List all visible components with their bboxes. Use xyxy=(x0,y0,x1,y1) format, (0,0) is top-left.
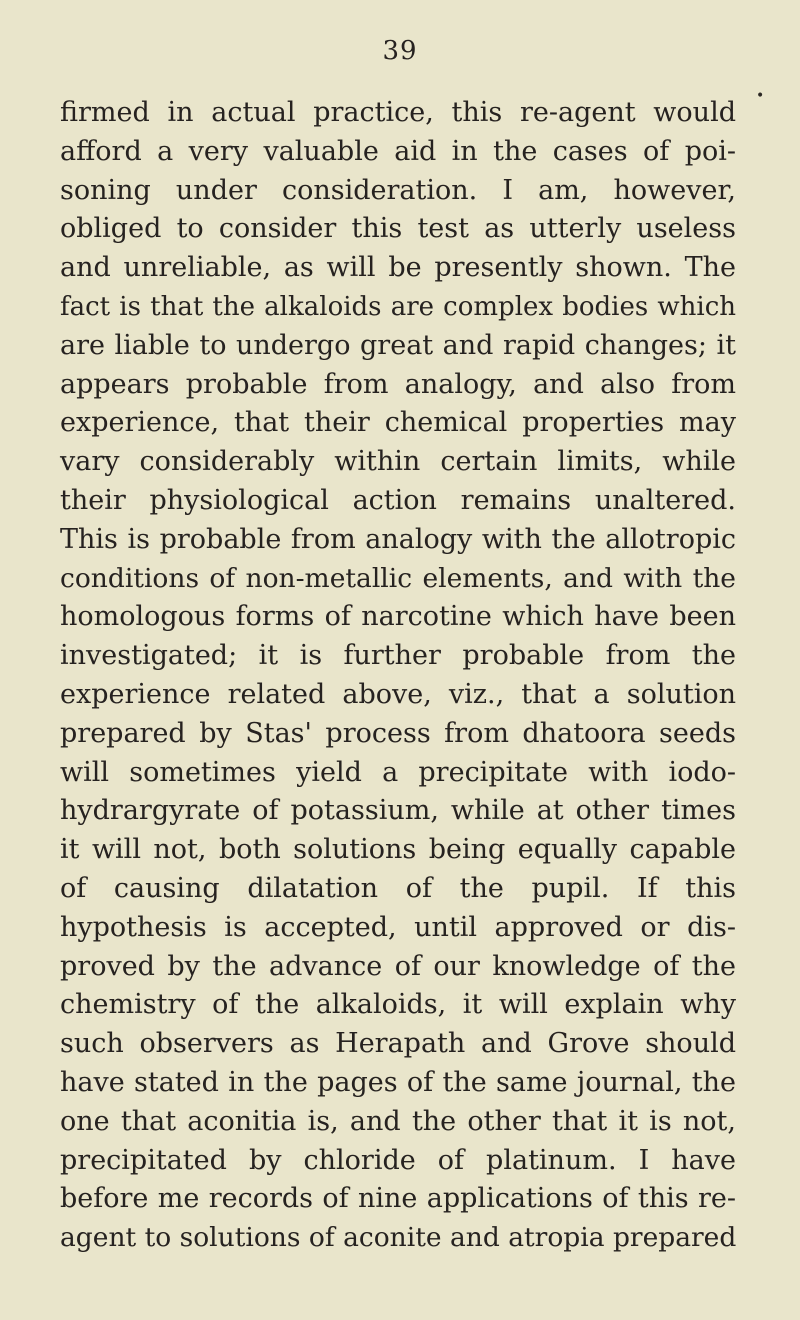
text-line: investigated; it is further probable from the xyxy=(60,640,736,672)
text-line: experience, that their chemical properties may xyxy=(60,407,736,439)
text-line: firmed in actual practice, this re-agent would xyxy=(60,97,736,128)
text-line: of causing dilatation of the pupil. If this xyxy=(60,872,736,904)
page-number: 39 xyxy=(382,36,418,66)
body-text xyxy=(60,94,736,1258)
text-line: experience related above, viz., that a solution xyxy=(60,678,736,710)
text-line: chemistry of the alkaloids, it will explain why xyxy=(60,989,736,1021)
text-line: soning under consideration. I am, however, xyxy=(60,174,736,206)
text-line: proved by the advance of our knowledge of the xyxy=(60,950,736,982)
text-line: precipitated by chloride of platinum. I have xyxy=(60,1144,736,1176)
text-line: it will not, both solutions being equally capable xyxy=(60,834,736,866)
text-line: homologous forms of narcotine which have been xyxy=(60,601,736,633)
text-line: have stated in the pages of the same journal, the xyxy=(60,1066,736,1098)
text-line: agent to solutions of aconite and atropia prepared xyxy=(60,1222,737,1254)
text-line: afford a very valuable aid in the cases of poi- xyxy=(60,135,736,167)
text-line: fact is that the alkaloids are complex bodies which xyxy=(60,291,736,322)
text-line: before me records of nine applications of this re- xyxy=(60,1183,736,1215)
margin-bullet: • xyxy=(756,88,765,104)
text-line: and unreliable, as will be presently shown. The xyxy=(60,252,736,284)
text-line: appears probable from analogy, and also from xyxy=(60,368,736,400)
text-line: prepared by Stas' process from dhatoora seeds xyxy=(60,717,736,749)
text-line: one that aconitia is, and the other that it is not, xyxy=(60,1105,736,1137)
text-line: their physiological action remains unaltered. xyxy=(60,484,736,516)
text-line: are liable to undergo great and rapid changes; it xyxy=(60,329,736,361)
text-line: This is probable from analogy with the allotropic xyxy=(60,523,736,555)
text-line: hydrargyrate of potassium, while at other times xyxy=(60,795,736,827)
text-line: such observers as Herapath and Grove should xyxy=(60,1028,736,1060)
text-line: hypothesis is accepted, until approved or dis- xyxy=(60,911,736,943)
text-line: will sometimes yield a precipitate with iodo- xyxy=(60,756,736,788)
text-line: vary considerably within certain limits, while xyxy=(60,446,736,478)
text-line: conditions of non-metallic elements, and with the xyxy=(60,562,736,594)
text-line: obliged to consider this test as utterly useless xyxy=(60,213,736,245)
